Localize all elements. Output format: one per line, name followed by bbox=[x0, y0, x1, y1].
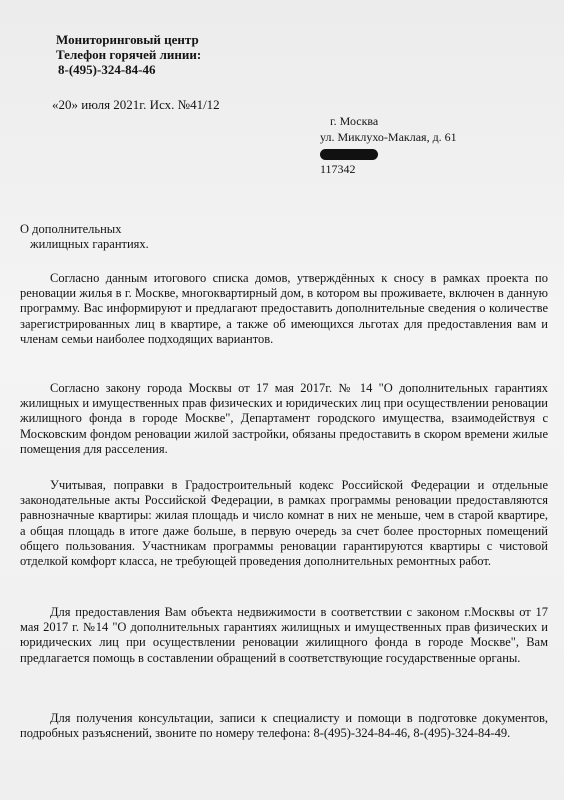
letter-subject bbox=[20, 222, 149, 252]
paragraph-5 bbox=[20, 711, 548, 741]
org-name: Мониторинговый центр bbox=[56, 32, 199, 47]
address-street: ул. Миклухо-Маклая, д. 61 bbox=[320, 130, 457, 144]
paragraph-4 bbox=[20, 605, 548, 666]
subject-line-2: жилищных гарантиях. bbox=[30, 237, 149, 251]
paragraph-text: Согласно закону города Москвы от 17 мая 2017г. № 14 "О дополнительных гарантиях жилищных и имущественных прав физических и юридических лиц при осуществлении реновации жилищного фонда в городе Москве", Департамент городского имущества, взаимодействуя с Московским фондом реновации жилой застройки, обязаны предоставить в скором времени жилые помещения для расселения. bbox=[20, 381, 548, 456]
hotline-phone: 8-(495)-324-84-46 bbox=[58, 62, 156, 77]
address-postcode: 117342 bbox=[320, 162, 356, 176]
paragraph-text: Для предоставления Вам объекта недвижимости в соответствии с законом г.Москвы от 17 мая 2017 г. №14 "О дополнительных гарантиях жилищных и имущественных прав физических и юридических лиц при осуществлении реновации жилищного фонда в городе Москве", Вам предлагается помощь в составлении обращений в соответствующие государственные органы. bbox=[20, 605, 548, 665]
letter-reference: «20» июля 2021г. Исх. №41/12 bbox=[52, 97, 220, 112]
hotline-label: Телефон горячей линии: bbox=[56, 47, 202, 62]
paragraph-3 bbox=[20, 478, 548, 569]
paragraph-2 bbox=[20, 381, 548, 457]
paragraph-text: Учитывая, поправки в Градостроительный кодекс Российской Федерации и отдельные законодательные акты Российской Федерации, в рамках программы реновации предоставляются равнозначные квартиры: жилая площадь и число комнат в них не меньше, чем в старой квартире, а общая площадь в итоге даже больше, в первую очередь за счет более просторных помещений общего пользования. Участникам программы реновации гарантируются квартиры с чистовой отделкой комфорт класса, не требующей проведения дополнительных ремонтных работ. bbox=[20, 478, 548, 569]
letter-header bbox=[56, 32, 201, 77]
redacted-mark bbox=[320, 145, 457, 161]
paragraph-text: Согласно данным итогового списка домов, утверждённых к сносу в рамках проекта по реновации жилья в г. Москве, многоквартирный дом, в котором вы проживаете, включен в данную программу. Вас информируют и предлагают предоставить дополнительные сведения о количестве зарегистрированных лиц в квартире, а также об имеющихся льготах для предоставления вам и членам семьи наиболее подходящих вариантов. bbox=[20, 271, 548, 346]
paragraph-text: Для получения консультации, записи к специалисту и помощи в подготовке документов, подробных разъяснений, звоните по номеру телефона: 8-(495)-324-84-46, 8-(495)-324-84-49. bbox=[20, 711, 548, 741]
address-city: г. Москва bbox=[330, 114, 379, 128]
recipient-address bbox=[320, 113, 457, 177]
subject-line-1: О дополнительных bbox=[20, 222, 122, 236]
paragraph-1 bbox=[20, 271, 548, 347]
